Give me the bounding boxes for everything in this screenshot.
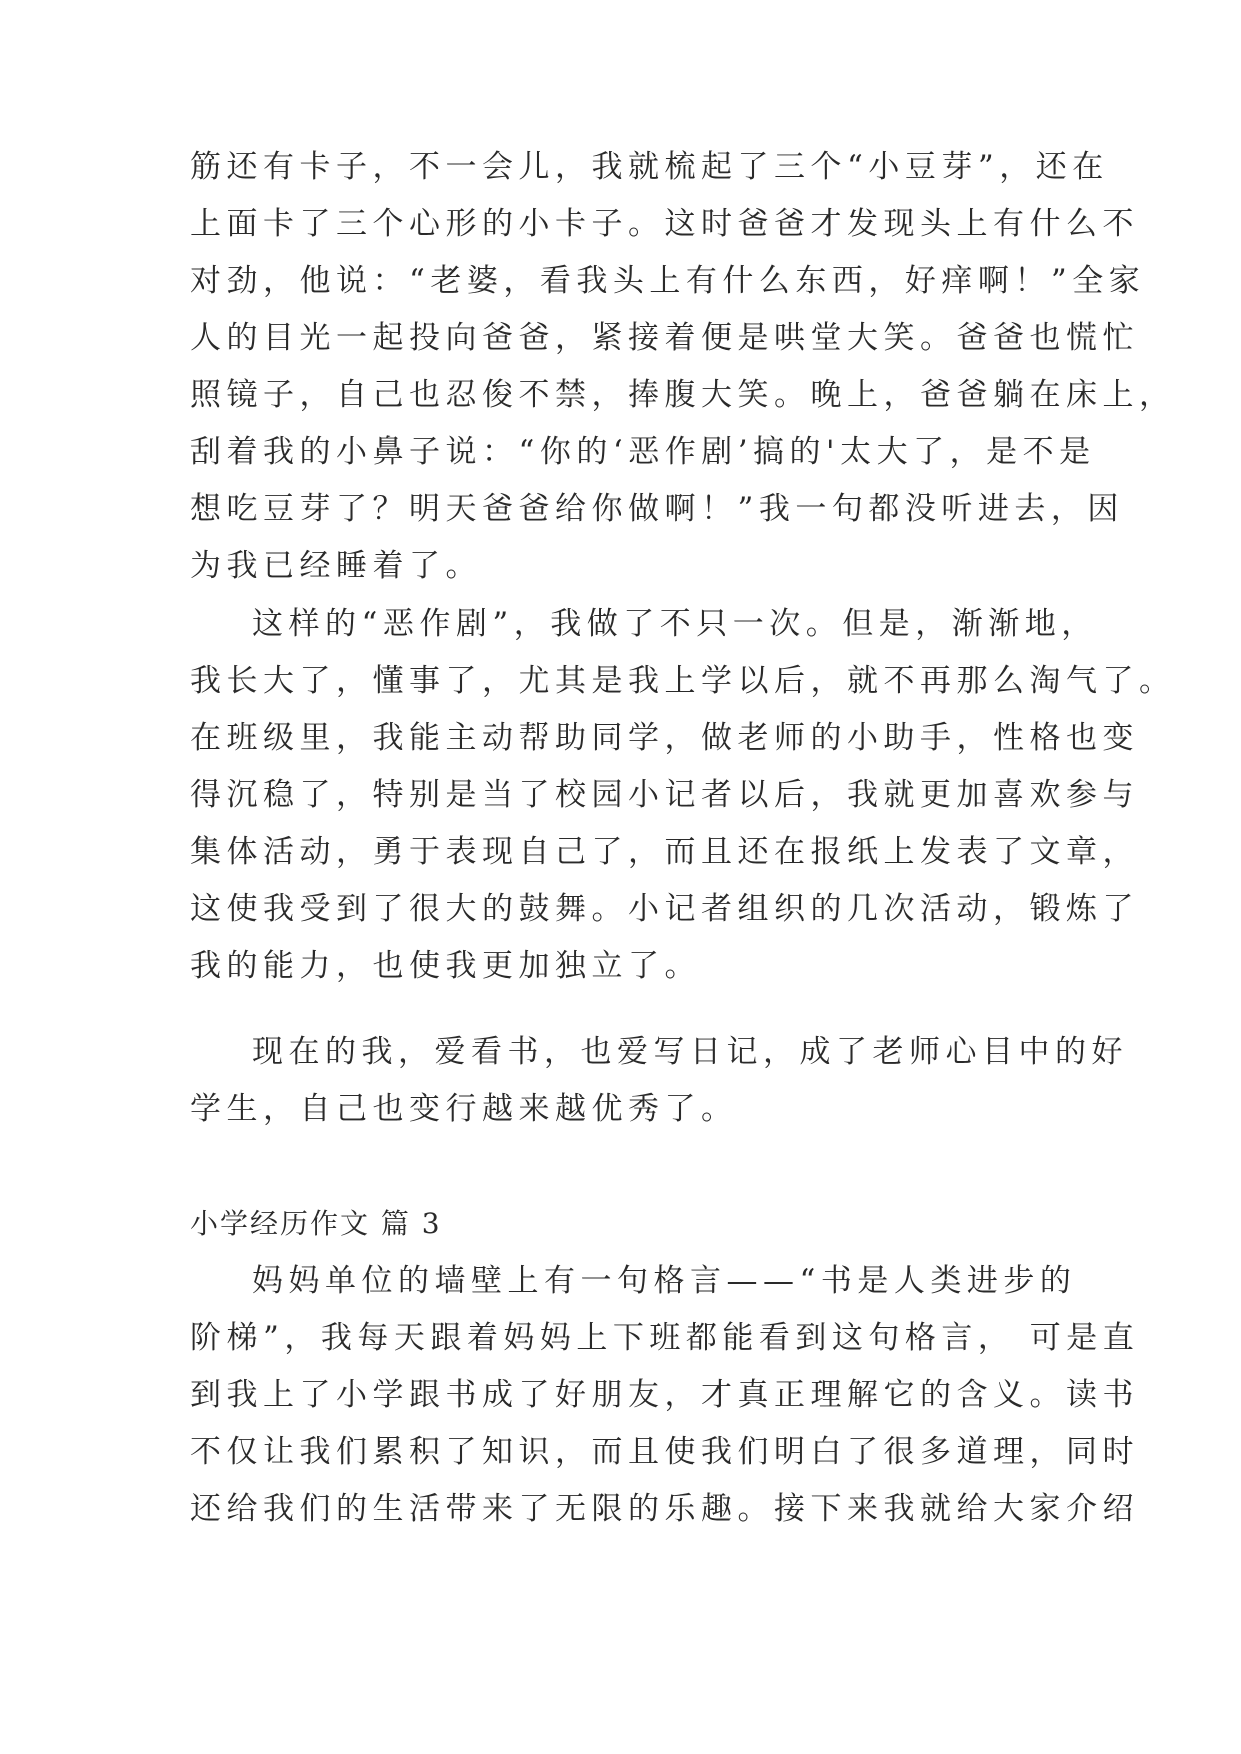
text-line: 想吃豆芽了？明天爸爸给你做啊！”我一句都没听进去，因	[190, 491, 1124, 527]
text-line: 刮着我的小鼻子说：“你的‘恶作剧’搞的'太大了，是不是	[190, 434, 1096, 470]
text-line: 阶梯”，我每天跟着妈妈上下班都能看到这句格言， 可是直	[190, 1320, 1140, 1356]
text-line: 这使我受到了很大的鼓舞。小记者组织的几次活动，锻炼了	[190, 891, 1139, 927]
document-page	[190, 0, 1176, 1754]
text-line: 到我上了小学跟书成了好朋友，才真正理解它的含义。读书	[190, 1377, 1139, 1413]
text-line: 我的能力，也使我更加独立了。	[190, 948, 701, 984]
text-line: 上面卡了三个心形的小卡子。这时爸爸才发现头上有什么不	[190, 206, 1139, 242]
text-line: 学生，自己也变行越来越优秀了。	[190, 1091, 738, 1127]
text-line: 筋还有卡子，不一会儿，我就梳起了三个“小豆芽”，还在	[190, 149, 1109, 185]
text-line: 集体活动，勇于表现自己了，而且还在报纸上发表了文章，	[190, 834, 1139, 870]
text-line: 这样的“恶作剧”，我做了不只一次。但是，渐渐地，	[252, 606, 1098, 642]
section-heading: 小学经历作文 篇 3	[190, 1207, 442, 1240]
text-line: 得沉稳了，特别是当了校园小记者以后，我就更加喜欢参与	[190, 777, 1139, 813]
text-line: 不仅让我们累积了知识，而且使我们明白了很多道理，同时	[190, 1434, 1139, 1470]
text-line: 在班级里，我能主动帮助同学，做老师的小助手，性格也变	[190, 720, 1139, 756]
text-line: 人的目光一起投向爸爸，紧接着便是哄堂大笑。爸爸也慌忙	[190, 320, 1139, 356]
text-line: 还给我们的生活带来了无限的乐趣。接下来我就给大家介绍	[190, 1491, 1139, 1527]
text-line: 我长大了，懂事了，尤其是我上学以后，就不再那么淘气了。	[190, 663, 1176, 699]
text-line: 现在的我，爱看书，也爱写日记，成了老师心目中的好	[252, 1034, 1128, 1070]
text-line: 对劲，他说：“老婆，看我头上有什么东西，好痒啊！”全家	[190, 263, 1146, 299]
text-line: 为我已经睡着了。	[190, 548, 482, 584]
text-line: 照镜子，自己也忍俊不禁，捧腹大笑。晚上，爸爸躺在床上，	[190, 377, 1176, 413]
text-line: 妈妈单位的墙壁上有一句格言——“书是人类进步的	[252, 1263, 1077, 1299]
